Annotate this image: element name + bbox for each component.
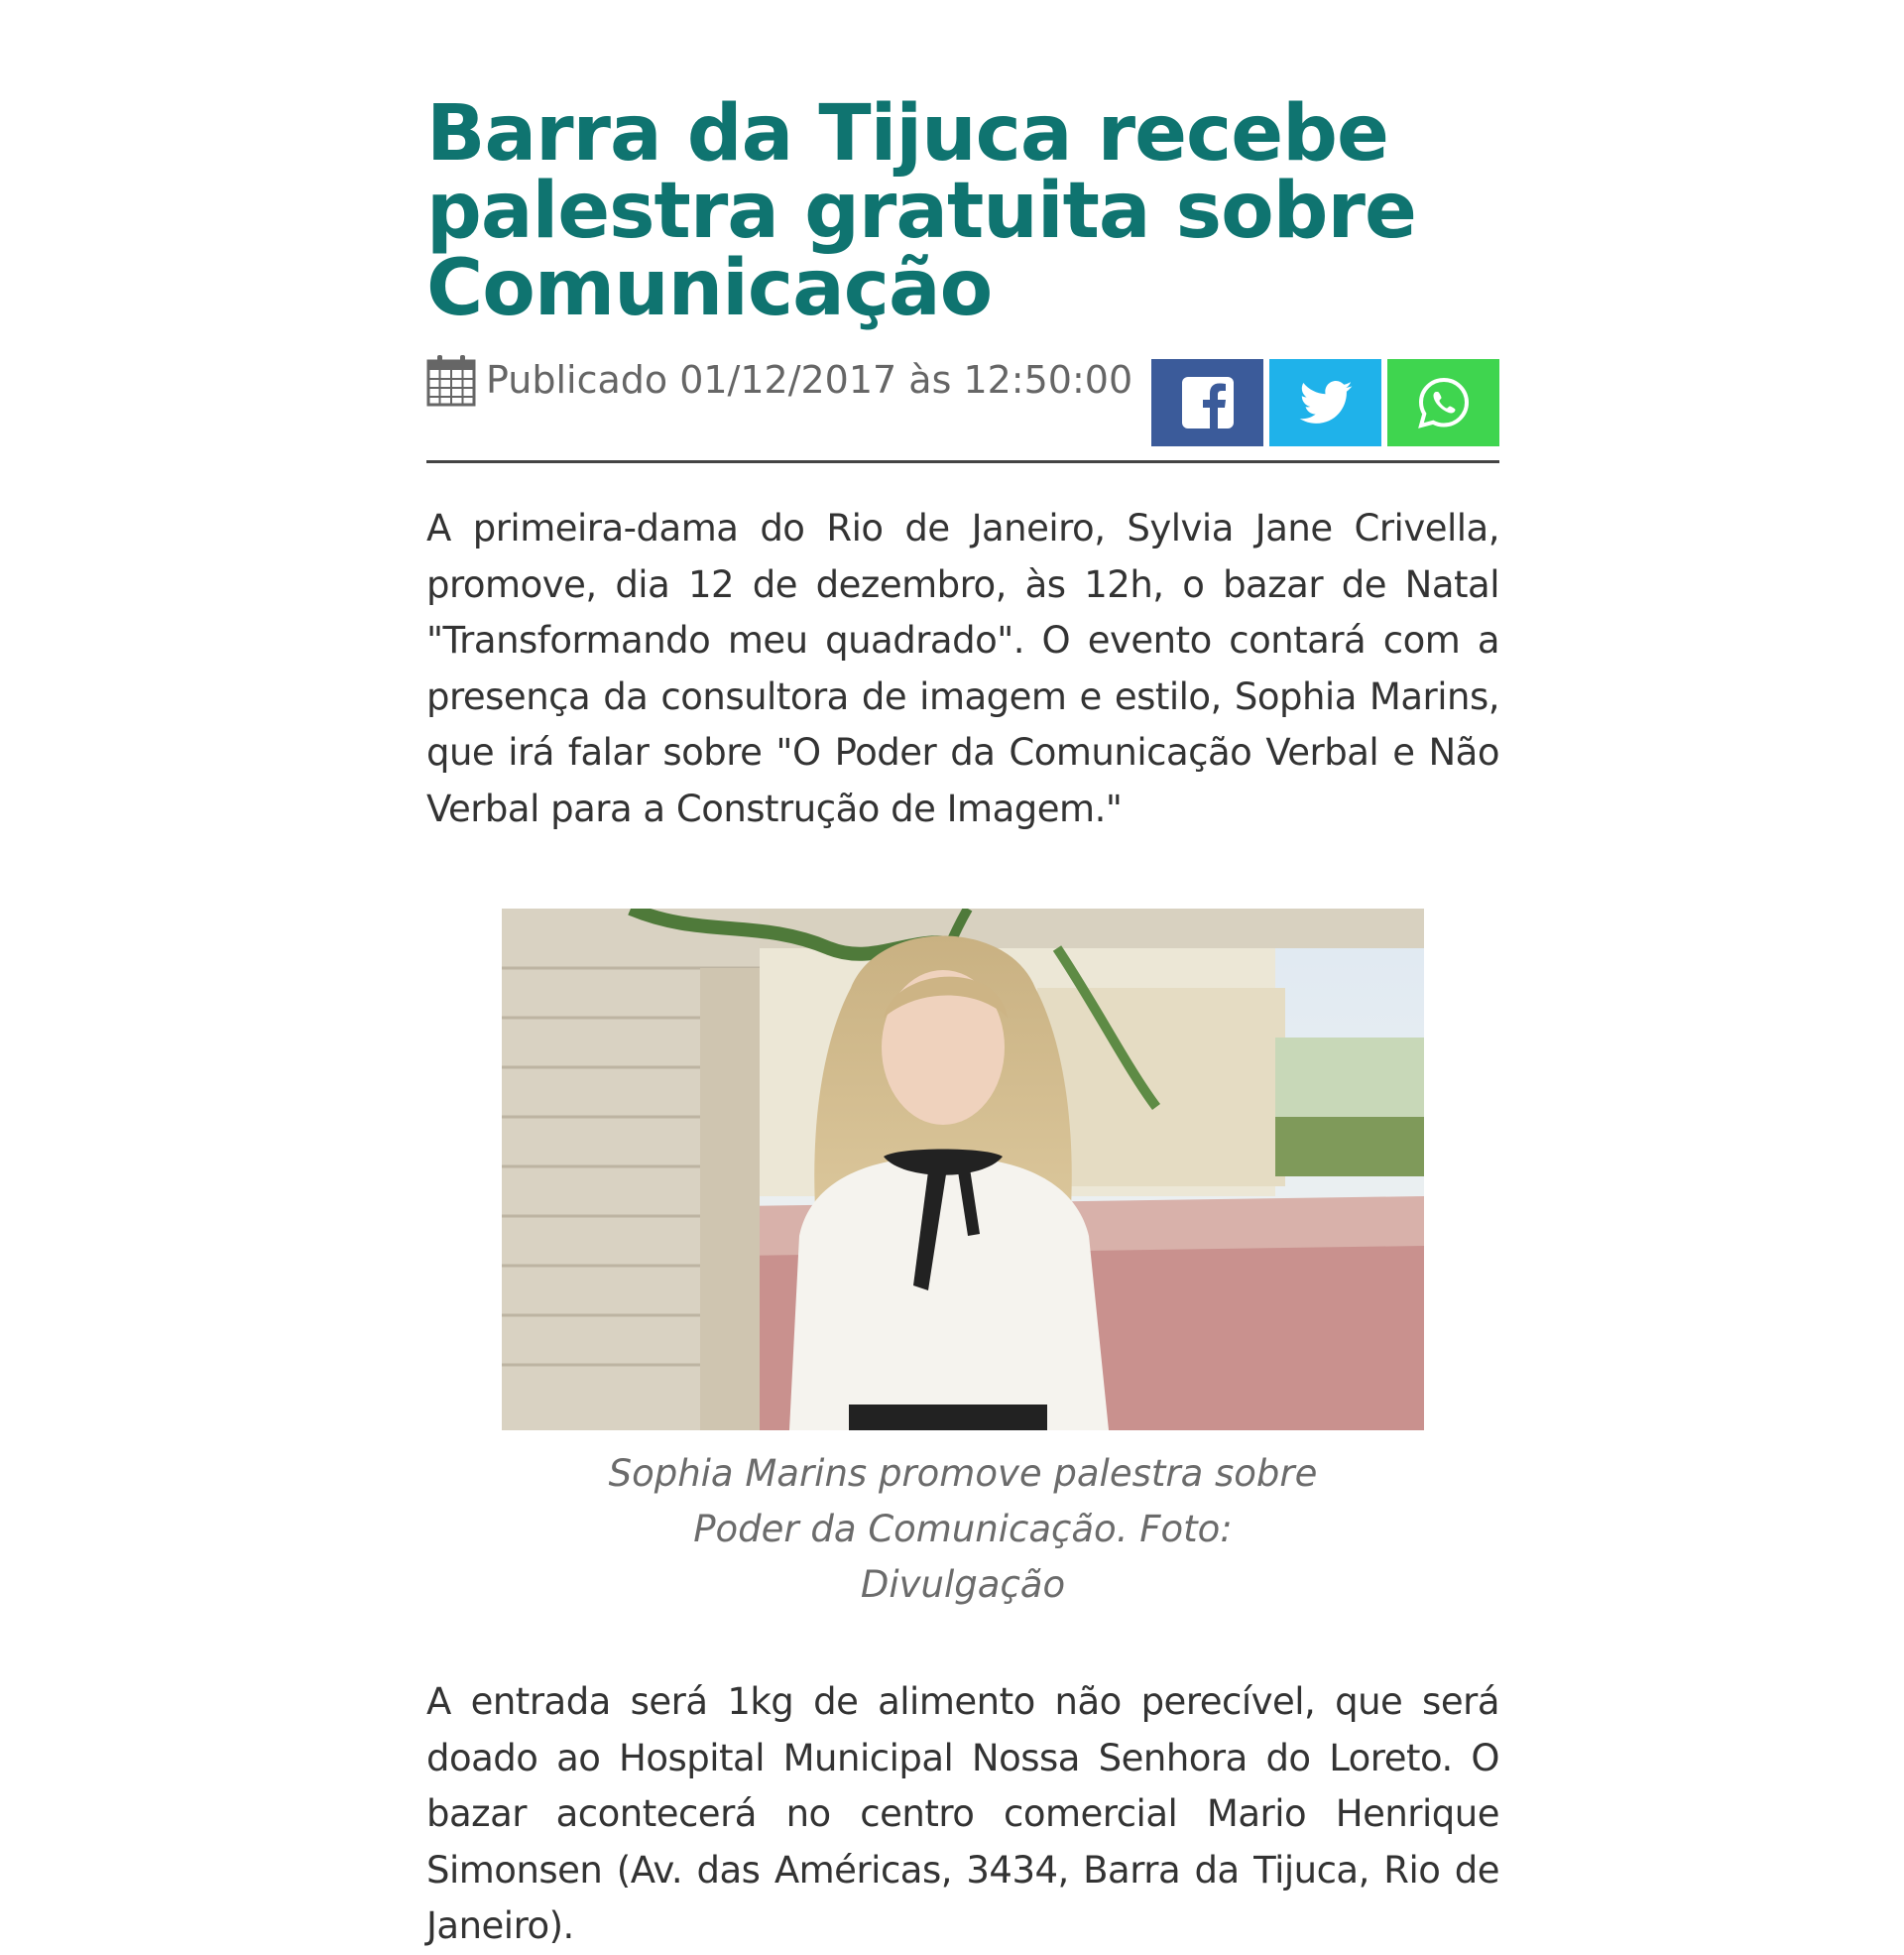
share-buttons: [1151, 359, 1499, 446]
header-divider: [426, 460, 1499, 463]
calendar-icon: [426, 353, 476, 407]
facebook-share-button[interactable]: [1151, 359, 1263, 446]
photo-caption: Sophia Marins promove palestra sobre Poder da Comunicação. Foto: Divulgação: [608, 1452, 1318, 1606]
article-meta: [426, 353, 1499, 460]
article-paragraph-1: A primeira-dama do Rio de Janeiro, Sylvia Jane Crivella, promove, dia 12 de dezembro, às 12h, o bazar de Natal "Transformando meu quadrado". O evento contará com a presença da consultora de imagem e estilo, Sophia Marins, que irá falar sobre "O Poder da Comunicação Verbal e Não Verbal para a Construção de Imagem.": [426, 507, 1499, 830]
whatsapp-icon: [1416, 375, 1472, 430]
article-paragraph-2: A entrada será 1kg de alimento não perecível, que será doado ao Hospital Municipal Nossa Senhora do Loreto. O bazar acontecerá no centro comercial Mario Henrique Simonsen (Av. das Américas, 3434, Barra da Tijuca, Rio de Janeiro).: [426, 1680, 1499, 1947]
whatsapp-share-button[interactable]: [1387, 359, 1499, 446]
twitter-icon: [1299, 381, 1353, 425]
article-photo: [502, 909, 1424, 1430]
article-figure: [426, 909, 1499, 1613]
publish-info: [426, 353, 1132, 407]
article-title: Barra da Tijuca recebe palestra gratuita sobre Comunicação: [426, 89, 1416, 333]
twitter-share-button[interactable]: [1269, 359, 1381, 446]
publish-date: Publicado 01/12/2017 às 12:50:00: [486, 358, 1133, 402]
facebook-icon: [1180, 375, 1236, 430]
article: [426, 89, 1499, 1955]
